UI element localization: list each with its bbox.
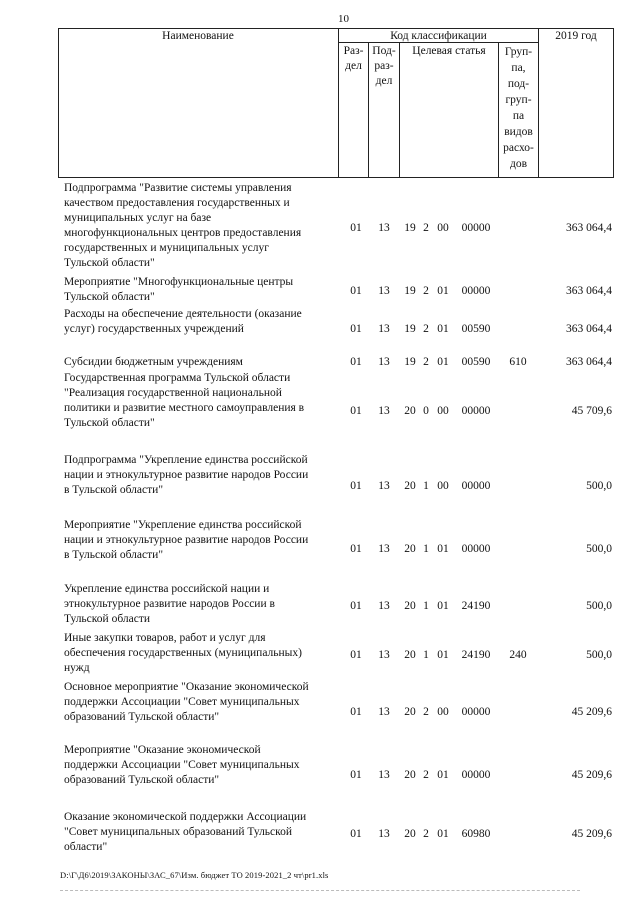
row-direction: 00000 — [461, 480, 491, 492]
row-event: 01 — [437, 356, 449, 368]
row-razdel: 01 — [350, 600, 362, 612]
file-path-footer: D:\Г\Д6\2019\ЗАКОНЫ\ЗАС_67\Изм. бюджет ТО 2019-2021_2 чт\pr1.xls — [60, 870, 329, 880]
row-name: Подпрограмма "Развитие системы управления качеством предоставления государственных и муниципальных услуг на базе многофункциональных центров предоставления государственных и муниципальных услуг Тульской области" — [64, 182, 302, 269]
row-amount: 363 064,4 — [566, 222, 612, 234]
row-event: 01 — [437, 323, 449, 335]
row-podrazdel: 13 — [378, 222, 390, 234]
row-razdel: 01 — [350, 405, 362, 417]
row-amount: 363 064,4 — [566, 356, 612, 368]
row-event: 01 — [437, 828, 449, 840]
row-podrazdel: 13 — [378, 356, 390, 368]
row-name: Мероприятие "Оказание экономической поддержки Ассоциации "Совет муниципальных образований Тульской области" — [64, 744, 300, 786]
row-name: Подпрограмма "Укрепление единства российской нации и этнокультурное развитие народов России в Тульской области" — [64, 454, 309, 496]
row-subprogram: 1 — [423, 480, 429, 492]
row-direction: 00000 — [461, 706, 491, 718]
table-header — [58, 28, 614, 178]
row-amount: 45 209,6 — [571, 706, 612, 718]
row-name: Расходы на обеспечение деятельности (оказание услуг) государственных учреждений — [64, 308, 302, 335]
row-program: 19 — [404, 222, 416, 234]
row-razdel: 01 — [350, 706, 362, 718]
row-program: 19 — [404, 356, 416, 368]
header-name: Наименование — [162, 30, 234, 42]
row-event: 00 — [437, 706, 449, 718]
row-name: Оказание экономической поддержки Ассоциации "Совет муниципальных образований Тульской области" — [64, 811, 307, 853]
row-event: 01 — [437, 649, 449, 661]
row-program: 19 — [404, 323, 416, 335]
row-subprogram: 1 — [423, 649, 429, 661]
row-podrazdel: 13 — [378, 543, 390, 555]
row-direction: 00000 — [461, 769, 491, 781]
row-program: 20 — [404, 649, 416, 661]
row-razdel: 01 — [350, 769, 362, 781]
row-name: Государственная программа Тульской области "Реализация государственной национальной политики и развитие местного самоуправления в Тульской области" — [64, 372, 305, 429]
row-subprogram: 2 — [423, 356, 429, 368]
header-razdel: Раз- дел — [343, 45, 364, 72]
row-event: 00 — [437, 480, 449, 492]
row-podrazdel: 13 — [378, 405, 390, 417]
row-program: 20 — [404, 769, 416, 781]
row-event: 00 — [437, 222, 449, 234]
row-event: 01 — [437, 543, 449, 555]
row-subprogram: 2 — [423, 285, 429, 297]
scan-artifact-line — [60, 890, 580, 891]
header-podrazdel: Под- раз- дел — [372, 45, 396, 87]
row-razdel: 01 — [350, 828, 362, 840]
row-expense-type: 240 — [509, 649, 527, 661]
row-subprogram: 1 — [423, 600, 429, 612]
row-program: 20 — [404, 828, 416, 840]
row-event: 01 — [437, 769, 449, 781]
row-program: 20 — [404, 543, 416, 555]
row-razdel: 01 — [350, 222, 362, 234]
row-expense-type: 610 — [509, 356, 527, 368]
row-podrazdel: 13 — [378, 480, 390, 492]
row-razdel: 01 — [350, 480, 362, 492]
row-subprogram: 2 — [423, 706, 429, 718]
row-razdel: 01 — [350, 285, 362, 297]
row-amount: 363 064,4 — [566, 323, 612, 335]
row-podrazdel: 13 — [378, 769, 390, 781]
row-subprogram: 2 — [423, 222, 429, 234]
row-event: 00 — [437, 405, 449, 417]
row-subprogram: 2 — [423, 323, 429, 335]
row-podrazdel: 13 — [378, 828, 390, 840]
row-name: Основное мероприятие "Оказание экономической поддержки Ассоциации "Совет муниципальных образований Тульской области" — [64, 681, 309, 723]
row-podrazdel: 13 — [378, 649, 390, 661]
row-razdel: 01 — [350, 323, 362, 335]
row-razdel: 01 — [350, 649, 362, 661]
row-direction: 00000 — [461, 222, 491, 234]
header-target-article: Целевая статья — [412, 45, 486, 57]
row-razdel: 01 — [350, 356, 362, 368]
header-year: 2019 год — [555, 30, 597, 42]
header-class-code: Код классификации — [390, 30, 487, 42]
row-name: Мероприятие "Многофункциональные центры Тульской области" — [64, 276, 294, 303]
row-program: 20 — [404, 600, 416, 612]
row-program: 20 — [404, 405, 416, 417]
row-amount: 45 709,6 — [571, 405, 612, 417]
row-event: 01 — [437, 285, 449, 297]
row-direction: 00590 — [461, 323, 491, 335]
row-direction: 00000 — [461, 543, 491, 555]
row-name: Мероприятие "Укрепление единства российской нации и этнокультурное развитие народов России в Тульской области" — [64, 519, 309, 561]
row-direction: 24190 — [461, 649, 491, 661]
row-subprogram: 2 — [423, 828, 429, 840]
row-direction: 00000 — [461, 405, 491, 417]
row-event: 01 — [437, 600, 449, 612]
row-razdel: 01 — [350, 543, 362, 555]
row-podrazdel: 13 — [378, 323, 390, 335]
row-podrazdel: 13 — [378, 285, 390, 297]
row-subprogram: 0 — [423, 405, 429, 417]
row-amount: 500,0 — [586, 600, 612, 612]
row-name: Иные закупки товаров, работ и услуг для обеспечения государственных (муниципальных) нужд — [64, 632, 302, 674]
row-amount: 500,0 — [586, 480, 612, 492]
header-expense-group: Груп- па, под- груп- па видов расхо- дов — [503, 46, 534, 170]
row-name: Субсидии бюджетным учреждениям — [64, 356, 243, 368]
row-podrazdel: 13 — [378, 600, 390, 612]
row-direction: 00000 — [461, 285, 491, 297]
row-podrazdel: 13 — [378, 706, 390, 718]
row-subprogram: 1 — [423, 543, 429, 555]
row-subprogram: 2 — [423, 769, 429, 781]
row-name: Укрепление единства российской нации и этнокультурное развитие народов России в Тульской области — [64, 583, 275, 625]
row-program: 20 — [404, 480, 416, 492]
row-direction: 24190 — [461, 600, 491, 612]
row-amount: 45 209,6 — [571, 828, 612, 840]
row-direction: 00590 — [461, 356, 491, 368]
row-program: 19 — [404, 285, 416, 297]
page-number: 10 — [338, 13, 349, 25]
row-program: 20 — [404, 706, 416, 718]
row-direction: 60980 — [461, 828, 491, 840]
row-amount: 500,0 — [586, 543, 612, 555]
row-amount: 363 064,4 — [566, 285, 612, 297]
row-amount: 500,0 — [586, 649, 612, 661]
row-amount: 45 209,6 — [571, 769, 612, 781]
